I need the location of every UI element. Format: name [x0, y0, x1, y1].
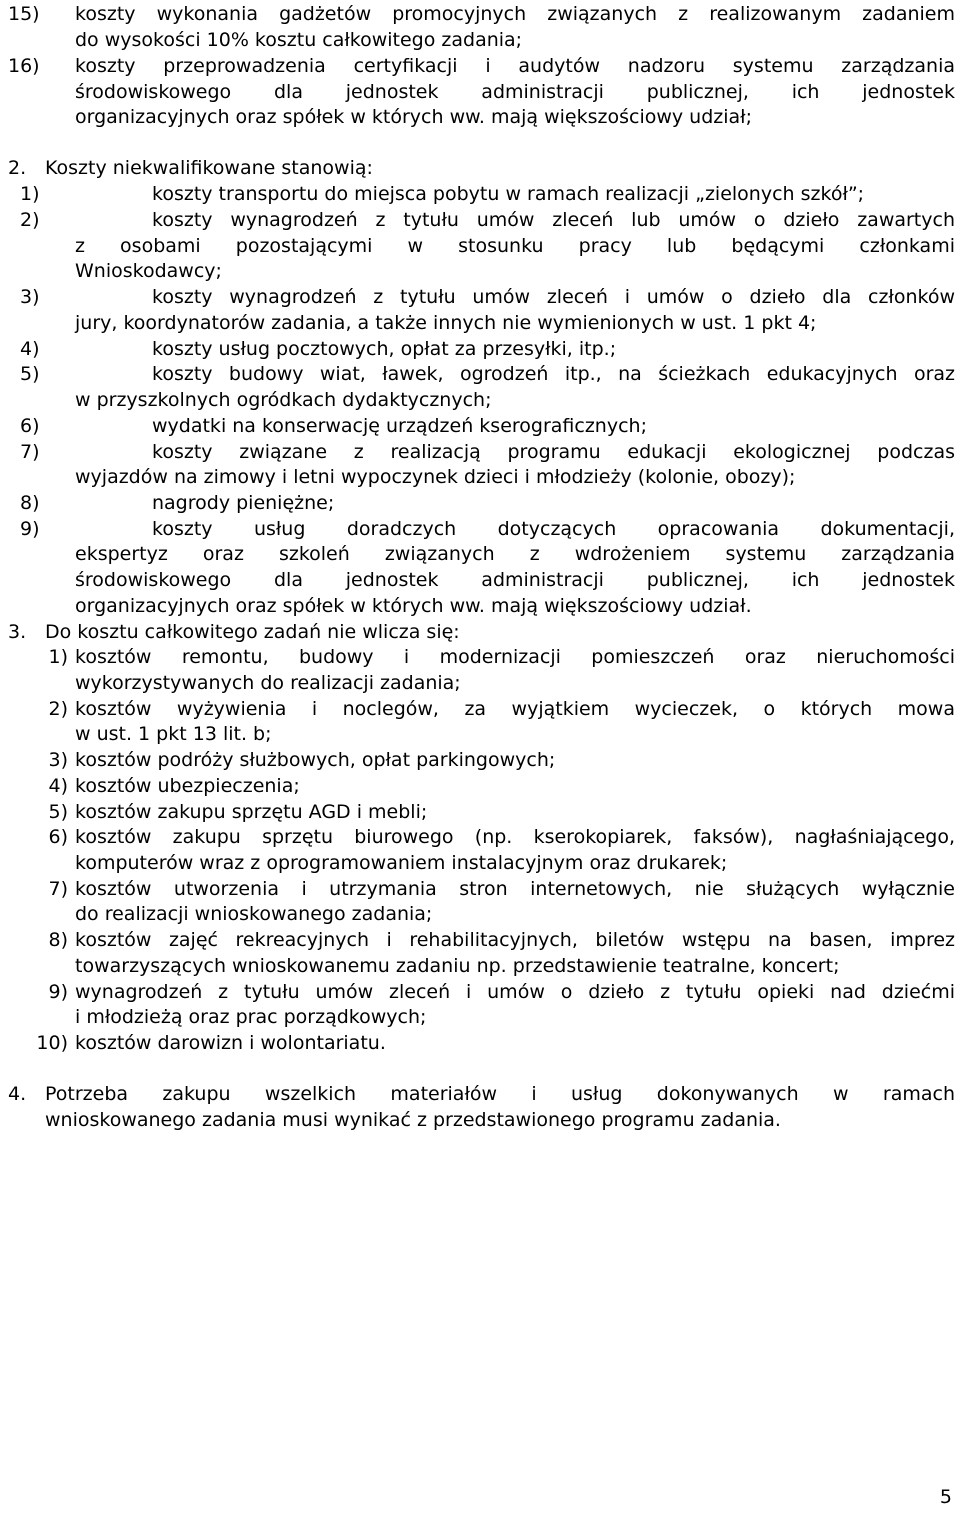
item-number: 4) — [20, 338, 40, 360]
item-text: kosztów wyżywienia i noclegów, za wyjątkiem wycieczek, o których mowa — [75, 698, 955, 720]
item-number: 7) — [20, 441, 40, 463]
item-text: kosztów zajęć rekreacyjnych i rehabilitacyjnych, biletów wstępu na basen, imprez — [75, 929, 955, 951]
item-text: i młodzieżą oraz prac porządkowych; — [75, 1006, 427, 1028]
item-text: w ust. 1 pkt 13 lit. b; — [75, 723, 272, 745]
item-number: 8) — [48, 929, 68, 951]
item-number: 1) — [20, 183, 40, 205]
item-number: 3) — [48, 749, 68, 771]
item-text: koszty wynagrodzeń z tytułu umów zleceń i umów o dzieło dla członków — [152, 286, 955, 308]
item-text: kosztów zakupu sprzętu biurowego (np. kserokopiarek, faksów), nagłaśniającego, — [75, 826, 955, 848]
item-text: Wnioskodawcy; — [75, 260, 222, 282]
item-text: wynagrodzeń z tytułu umów zleceń i umów o dzieło z tytułu opieki nad dziećmi — [75, 981, 955, 1003]
item-text: do realizacji wnioskowanego zadania; — [75, 903, 433, 925]
item-text: jury, koordynatorów zadania, a także innych nie wymienionych w ust. 1 pkt 4; — [75, 312, 817, 334]
item-text: koszty związane z realizacją programu edukacji ekologicznej podczas — [152, 441, 955, 463]
item-number: 3) — [20, 286, 40, 308]
item-text: wyjazdów na zimowy i letni wypoczynek dzieci i młodzieży (kolonie, obozy); — [75, 466, 796, 488]
item-text: organizacyjnych oraz spółek w których ww. mają większościowy udział; — [75, 106, 752, 128]
item-text: wydatki na konserwację urządzeń kserograficznych; — [152, 415, 647, 437]
item-text: koszty transportu do miejsca pobytu w ramach realizacji „zielonych szkół”; — [152, 183, 865, 205]
section-title: Do kosztu całkowitego zadań nie wlicza się: — [45, 621, 460, 643]
item-text: kosztów ubezpieczenia; — [75, 775, 300, 797]
section-number: 3. — [8, 621, 27, 643]
item-number: 2) — [20, 209, 40, 231]
item-number: 16) — [8, 55, 40, 77]
item-number: 2) — [48, 698, 68, 720]
page-number: 5 — [939, 1486, 952, 1508]
item-text: z osobami pozostającymi w stosunku pracy lub będącymi członkami — [75, 235, 955, 257]
item-number: 6) — [20, 415, 40, 437]
item-number: 10) — [36, 1032, 68, 1054]
item-text: towarzyszących wnioskowanemu zadaniu np. przedstawienie teatralne, koncert; — [75, 955, 840, 977]
item-number: 15) — [8, 3, 40, 25]
item-text: koszty przeprowadzenia certyfikacji i audytów nadzoru systemu zarządzania — [75, 55, 955, 77]
item-text: kosztów remontu, budowy i modernizacji pomieszczeń oraz nieruchomości — [75, 646, 955, 668]
section-title: Koszty niekwalifikowane stanowią: — [45, 157, 373, 179]
item-text: koszty usług doradczych dotyczących opracowania dokumentacji, — [152, 518, 955, 540]
item-number: 9) — [48, 981, 68, 1003]
item-number: 5) — [20, 363, 40, 385]
item-number: 5) — [48, 801, 68, 823]
item-text: ekspertyz oraz szkoleń związanych z wdrożeniem systemu zarządzania — [75, 543, 955, 565]
section-number: 2. — [8, 157, 27, 179]
section-text: Potrzeba zakupu wszelkich materiałów i usług dokonywanych w ramach — [45, 1083, 955, 1105]
item-text: kosztów zakupu sprzętu AGD i mebli; — [75, 801, 428, 823]
item-text: środowiskowego dla jednostek administracji publicznej, ich jednostek — [75, 81, 955, 103]
item-text: środowiskowego dla jednostek administracji publicznej, ich jednostek — [75, 569, 955, 591]
item-text: koszty usług pocztowych, opłat za przesyłki, itp.; — [152, 338, 617, 360]
item-text: organizacyjnych oraz spółek w których ww. mają większościowy udział. — [75, 595, 752, 617]
section-number: 4. — [8, 1083, 27, 1105]
item-text: koszty wykonania gadżetów promocyjnych związanych z realizowanym zadaniem — [75, 3, 955, 25]
item-number: 6) — [48, 826, 68, 848]
item-number: 7) — [48, 878, 68, 900]
item-text: w przyszkolnych ogródkach dydaktycznych; — [75, 389, 492, 411]
item-text: koszty wynagrodzeń z tytułu umów zleceń lub umów o dzieło zawartych — [152, 209, 955, 231]
item-text: komputerów wraz z oprogramowaniem instalacyjnym oraz drukarek; — [75, 852, 728, 874]
item-number: 9) — [20, 518, 40, 540]
item-text: kosztów utworzenia i utrzymania stron internetowych, nie służących wyłącznie — [75, 878, 955, 900]
item-text: koszty budowy wiat, ławek, ogrodzeń itp., na ścieżkach edukacyjnych oraz — [152, 363, 955, 385]
item-number: 4) — [48, 775, 68, 797]
item-text: kosztów darowizn i wolontariatu. — [75, 1032, 386, 1054]
item-text: nagrody pieniężne; — [152, 492, 335, 514]
item-text: kosztów podróży służbowych, opłat parkingowych; — [75, 749, 556, 771]
item-number: 1) — [48, 646, 68, 668]
item-number: 8) — [20, 492, 40, 514]
section-text: wnioskowanego zadania musi wynikać z przedstawionego programu zadania. — [45, 1109, 781, 1131]
item-text: wykorzystywanych do realizacji zadania; — [75, 672, 461, 694]
item-text: do wysokości 10% kosztu całkowitego zadania; — [75, 29, 523, 51]
